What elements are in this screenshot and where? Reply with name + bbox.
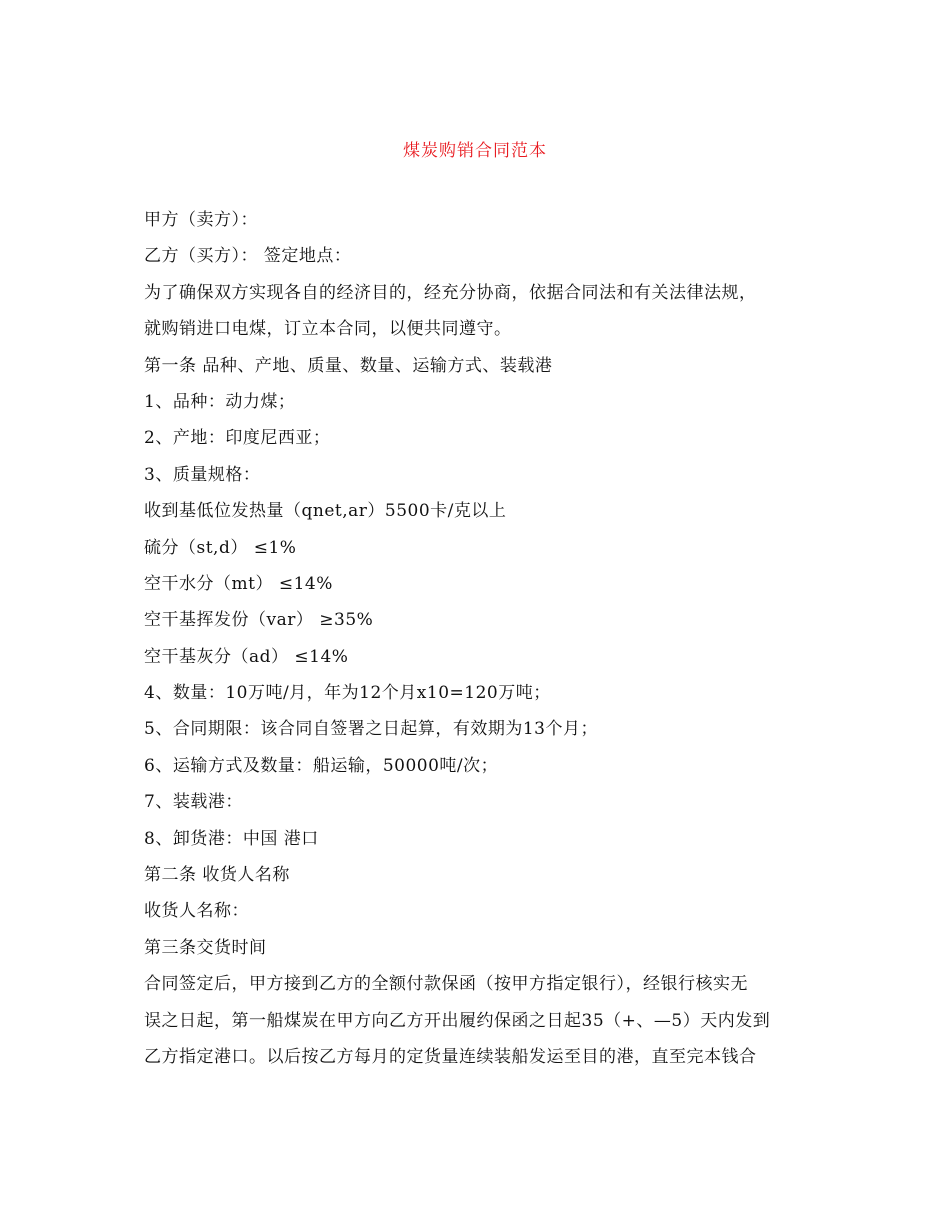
text-line: 5、合同期限：该合同自签署之日起算，有效期为13个月； (144, 719, 598, 740)
text-line: 3、质量规格： (144, 464, 261, 485)
text-line: 硫分（st,d） ≤1% (144, 537, 297, 558)
text-line: 2、产地：印度尼西亚； (144, 428, 331, 449)
text-line: 误之日起，第一船煤炭在甲方向乙方开出履约保函之日起35（+、—5）天内发到 (144, 1010, 771, 1031)
text-line: 收到基低位发热量（qnet,ar）5500卡/克以上 (144, 501, 507, 522)
text-line: 为了确保双方实现各自的经济目的，经充分协商，依据合同法和有关法律法规， (144, 282, 757, 303)
text-line: 1、品种：动力煤； (144, 391, 296, 412)
text-line: 4、数量：10万吨/月，年为12个月x10=120万吨； (144, 683, 551, 704)
text-line: 6、运输方式及数量：船运输，50000吨/次； (144, 755, 499, 776)
text-line: 空干水分（mt） ≤14% (144, 573, 333, 594)
text-line: 收货人名称： (144, 901, 249, 922)
text-line: 空干基挥发份（var） ≥35% (144, 610, 374, 631)
text-line: 7、装载港： (144, 792, 243, 813)
text-line: 乙方（买方）： 签定地点： (144, 246, 352, 267)
text-line: 就购销进口电煤，订立本合同，以便共同遵守。 (144, 319, 512, 340)
text-line: 第一条 品种、产地、质量、数量、运输方式、装载港 (144, 355, 553, 376)
document-body (144, 202, 808, 1075)
text-line: 第二条 收货人名称 (144, 865, 290, 886)
text-line: 乙方指定港口。以后按乙方每月的定货量连续装船发运至目的港，直至完本钱合 (144, 1046, 757, 1067)
text-line: 8、卸货港：中国 港口 (144, 828, 319, 849)
document-title: 煤炭购销合同范本 (403, 141, 547, 161)
text-line: 合同签定后，甲方接到乙方的全额付款保函（按甲方指定银行），经银行核实无 (144, 974, 748, 995)
text-line: 甲方（卖方）： (144, 210, 258, 230)
text-line: 空干基灰分（ad） ≤14% (144, 646, 349, 667)
text-line: 第三条交货时间 (144, 937, 267, 958)
